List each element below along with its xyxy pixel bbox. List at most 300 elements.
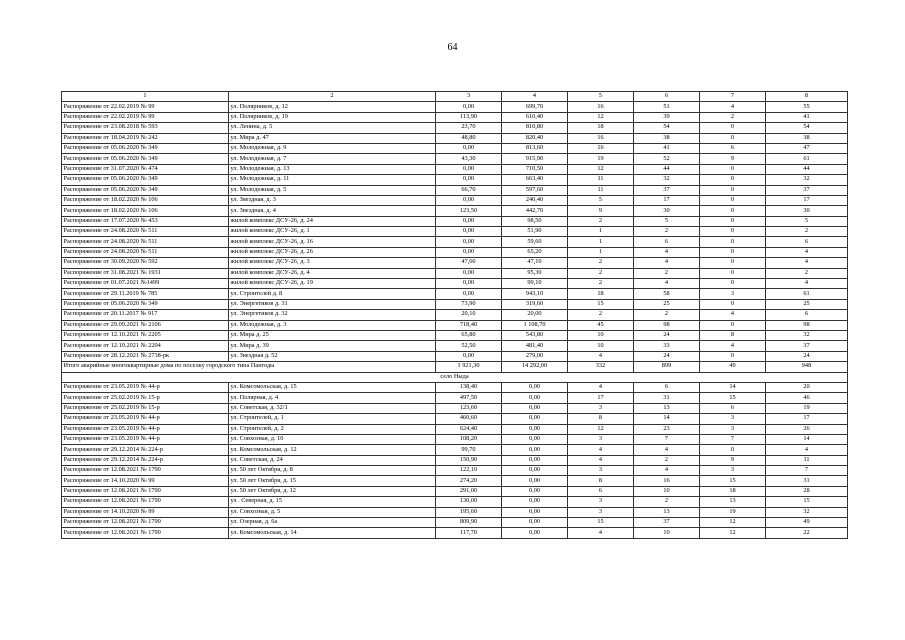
value-cell: 0	[700, 258, 766, 268]
document-cell: Распоряжение от 14.10.2020 № 99	[62, 476, 229, 486]
table-row	[62, 424, 848, 434]
section-row	[62, 372, 848, 382]
document-cell: Распоряжение от 12.08.2021 № 1790	[62, 466, 229, 476]
document-cell: Распоряжение от 05.06.2020 № 349	[62, 143, 229, 153]
document-cell: Распоряжение от 29.09.2021 № 2106	[62, 320, 229, 330]
value-cell: 0	[700, 445, 766, 455]
address-cell: ул. Комсомольская, д. 12	[229, 445, 436, 455]
value-cell: 4	[766, 247, 848, 257]
value-cell: 9	[700, 154, 766, 164]
value-cell: 0	[700, 175, 766, 185]
address-cell: жилой комплекс ДСУ-26, д. 16	[229, 237, 436, 247]
value-cell: 0,00	[436, 227, 502, 237]
value-cell: 55	[766, 102, 848, 112]
value-cell: 19	[568, 154, 634, 164]
value-cell: 0,00	[436, 279, 502, 289]
document-cell: Распоряжение от 18.02.2020 № 106	[62, 206, 229, 216]
value-cell: 47,60	[436, 258, 502, 268]
value-cell: 18	[568, 289, 634, 299]
document-cell: Распоряжение от 28.12.2021 № 2738-рк	[62, 351, 229, 361]
value-cell: 0,00	[502, 434, 568, 444]
value-cell: 0	[700, 299, 766, 309]
address-cell: ул. Мира д. 25	[229, 330, 436, 340]
value-cell: 0	[700, 247, 766, 257]
table-row	[62, 382, 848, 392]
column-number-header: 1	[62, 92, 229, 102]
value-cell: 108,20	[436, 434, 502, 444]
value-cell: 0,00	[436, 195, 502, 205]
table-row	[62, 143, 848, 153]
value-cell: 18	[700, 486, 766, 496]
value-cell: 8	[700, 330, 766, 340]
value-cell: 16	[634, 476, 700, 486]
table-row	[62, 518, 848, 528]
value-cell: 0,00	[502, 382, 568, 392]
address-cell: ул. Советская, д. 24	[229, 455, 436, 465]
address-cell: ул. Звездная, д. 4	[229, 206, 436, 216]
value-cell: 274,20	[436, 476, 502, 486]
value-cell: 2	[766, 227, 848, 237]
value-cell: 699,70	[502, 102, 568, 112]
value-cell: 2	[634, 455, 700, 465]
address-cell: ул. Энергетиков д. 31	[229, 299, 436, 309]
value-cell: 32	[766, 175, 848, 185]
value-cell: 6	[766, 310, 848, 320]
value-cell: 0,00	[502, 445, 568, 455]
value-cell: 37	[766, 185, 848, 195]
total-label: Итого аварийные многоквартирные дома по поселку городского типа Пангоды	[62, 362, 436, 372]
value-cell: 5	[766, 216, 848, 226]
value-cell: 15	[568, 518, 634, 528]
value-cell: 32	[766, 330, 848, 340]
value-cell: 37	[634, 185, 700, 195]
value-cell: 9	[568, 206, 634, 216]
value-cell: 4	[634, 445, 700, 455]
document-cell: Распоряжение от 12.10.2021 № 2204	[62, 341, 229, 351]
document-cell: Распоряжение от 30.09.2020 № 592	[62, 258, 229, 268]
value-cell: 45	[568, 320, 634, 330]
value-cell: 3	[568, 507, 634, 517]
value-cell: 16	[568, 102, 634, 112]
document-cell: Распоряжение от 12.08.2021 № 1790	[62, 497, 229, 507]
document-cell: Распоряжение от 29.12.2014 № 224-р	[62, 445, 229, 455]
address-cell: жилой комплекс ДСУ-26, д. 1	[229, 227, 436, 237]
value-cell: 4	[766, 445, 848, 455]
value-cell: 8	[568, 414, 634, 424]
value-cell: 2	[634, 268, 700, 278]
column-number-header: 5	[568, 92, 634, 102]
table-row	[62, 247, 848, 257]
value-cell: 61	[766, 154, 848, 164]
value-cell: 52,50	[436, 341, 502, 351]
table-row	[62, 258, 848, 268]
value-cell: 66,70	[436, 185, 502, 195]
value-cell: 39	[634, 112, 700, 122]
value-cell: 7	[766, 466, 848, 476]
total-row	[62, 362, 848, 372]
section-title: село Ныда	[62, 372, 848, 382]
value-cell: 0	[700, 320, 766, 330]
value-cell: 0,00	[436, 102, 502, 112]
value-cell: 0,00	[502, 414, 568, 424]
table-row	[62, 123, 848, 133]
value-cell: 17	[766, 414, 848, 424]
value-cell: 2	[766, 268, 848, 278]
value-cell: 28	[766, 486, 848, 496]
value-cell: 43,30	[436, 154, 502, 164]
header-row	[62, 92, 848, 102]
table-row	[62, 154, 848, 164]
column-number-header: 3	[436, 92, 502, 102]
value-cell: 19	[766, 403, 848, 413]
column-number-header: 2	[229, 92, 436, 102]
document-cell: Распоряжение от 05.06.2020 № 349	[62, 185, 229, 195]
value-cell: 3	[700, 414, 766, 424]
document-cell: Распоряжение от 25.02.2019 № 15-р	[62, 393, 229, 403]
value-cell: 3	[568, 497, 634, 507]
document-cell: Распоряжение от 17.07.2020 № 453	[62, 216, 229, 226]
value-cell: 497,50	[436, 393, 502, 403]
document-cell: Распоряжение от 01.07.2021 №1499	[62, 279, 229, 289]
value-cell: 51,90	[502, 227, 568, 237]
total-value-cell: 49	[700, 362, 766, 372]
table-row	[62, 341, 848, 351]
value-cell: 240,40	[502, 195, 568, 205]
value-cell: 0,00	[502, 528, 568, 538]
value-cell: 4	[766, 258, 848, 268]
value-cell: 11	[766, 455, 848, 465]
table-row	[62, 445, 848, 455]
value-cell: 2	[568, 310, 634, 320]
value-cell: 2	[568, 216, 634, 226]
address-cell: ул. Озерная, д. 6а	[229, 518, 436, 528]
address-cell: ул. Полярная, д. 4	[229, 393, 436, 403]
table-row	[62, 227, 848, 237]
document-cell: Распоряжение от 22.02.2019 № 99	[62, 112, 229, 122]
address-cell: жилой комплекс ДСУ-26, д. 4	[229, 268, 436, 278]
value-cell: 0	[700, 195, 766, 205]
value-cell: 138,40	[436, 382, 502, 392]
value-cell: 0,00	[502, 403, 568, 413]
value-cell: 1	[568, 237, 634, 247]
value-cell: 37	[634, 518, 700, 528]
value-cell: 5	[634, 216, 700, 226]
value-cell: 20,00	[502, 310, 568, 320]
value-cell: 0,00	[436, 237, 502, 247]
address-cell: ул. Молодежная, д. 3	[229, 320, 436, 330]
value-cell: 18	[568, 123, 634, 133]
value-cell: 38	[766, 133, 848, 143]
value-cell: 9	[700, 455, 766, 465]
value-cell: 11	[568, 175, 634, 185]
value-cell: 123,60	[436, 403, 502, 413]
value-cell: 13	[634, 403, 700, 413]
table-row	[62, 310, 848, 320]
total-value-cell: 899	[634, 362, 700, 372]
document-cell: Распоряжение от 18.04.2019 № 242	[62, 133, 229, 143]
value-cell: 24	[634, 351, 700, 361]
document-cell: Распоряжение от 24.08.2020 № 511	[62, 247, 229, 257]
value-cell: 59,60	[502, 237, 568, 247]
table-row	[62, 133, 848, 143]
value-cell: 4	[634, 279, 700, 289]
value-cell: 15	[700, 393, 766, 403]
value-cell: 51	[634, 102, 700, 112]
address-cell: ул. Энергетиков д. 32	[229, 310, 436, 320]
table-row	[62, 102, 848, 112]
value-cell: 8	[568, 476, 634, 486]
column-number-header: 4	[502, 92, 568, 102]
value-cell: 54	[766, 123, 848, 133]
value-cell: 0	[700, 351, 766, 361]
document-cell: Распоряжение от 14.10.2020 № 99	[62, 507, 229, 517]
value-cell: 23,70	[436, 123, 502, 133]
document-cell: Распоряжение от 20.11.2017 № 917	[62, 310, 229, 320]
document-cell: Распоряжение от 23.05.2019 № 44-р	[62, 382, 229, 392]
document-cell: Распоряжение от 12.08.2021 № 1790	[62, 528, 229, 538]
value-cell: 7	[700, 434, 766, 444]
value-cell: 24	[634, 330, 700, 340]
table-row	[62, 455, 848, 465]
value-cell: 0,00	[436, 268, 502, 278]
value-cell: 6	[700, 143, 766, 153]
value-cell: 3	[700, 466, 766, 476]
address-cell: ул. Полярников, д. 19	[229, 112, 436, 122]
value-cell: 47	[766, 143, 848, 153]
value-cell: 2	[634, 227, 700, 237]
address-cell: жилой комплекс ДСУ-26, д. 3	[229, 258, 436, 268]
value-cell: 13	[700, 497, 766, 507]
document-cell: Распоряжение от 31.07.2020 № 474	[62, 164, 229, 174]
value-cell: 1	[568, 227, 634, 237]
value-cell: 15	[568, 299, 634, 309]
value-cell: 813,60	[502, 143, 568, 153]
value-cell: 10	[634, 486, 700, 496]
table-row	[62, 403, 848, 413]
value-cell: 820,40	[502, 133, 568, 143]
value-cell: 0,00	[502, 486, 568, 496]
total-value-cell: 332	[568, 362, 634, 372]
value-cell: 3	[568, 434, 634, 444]
address-cell: ул. Мира д. 39	[229, 341, 436, 351]
document-cell: Распоряжение от 22.02.2019 № 99	[62, 102, 229, 112]
value-cell: 16	[568, 143, 634, 153]
table-row	[62, 185, 848, 195]
value-cell: 3	[568, 466, 634, 476]
value-cell: 30	[766, 206, 848, 216]
value-cell: 32	[634, 175, 700, 185]
address-cell: ул. Комсомольская, д. 14	[229, 528, 436, 538]
document-cell: Распоряжение от 29.12.2014 № 224-р	[62, 455, 229, 465]
value-cell: 37	[766, 341, 848, 351]
value-cell: 810,80	[502, 123, 568, 133]
value-cell: 481,40	[502, 341, 568, 351]
value-cell: 123,50	[436, 206, 502, 216]
value-cell: 49	[766, 518, 848, 528]
value-cell: 4	[634, 258, 700, 268]
table-row	[62, 112, 848, 122]
value-cell: 2	[568, 279, 634, 289]
value-cell: 4	[568, 445, 634, 455]
address-cell: жилой комплекс ДСУ-26, д. 24	[229, 216, 436, 226]
document-cell: Распоряжение от 05.06.2020 № 349	[62, 175, 229, 185]
table-row	[62, 206, 848, 216]
value-cell: 14	[766, 434, 848, 444]
document-cell: Распоряжение от 18.02.2020 № 106	[62, 195, 229, 205]
value-cell: 32	[766, 507, 848, 517]
value-cell: 25	[634, 299, 700, 309]
table-row	[62, 528, 848, 538]
table-row	[62, 414, 848, 424]
address-cell: ул. Молодежная, д. 7	[229, 154, 436, 164]
value-cell: 3	[700, 289, 766, 299]
table-row	[62, 476, 848, 486]
total-value-cell: 1 921,30	[436, 362, 502, 372]
value-cell: 12	[568, 424, 634, 434]
value-cell: 98	[766, 320, 848, 330]
total-value-cell: 14 292,00	[502, 362, 568, 372]
value-cell: 98	[634, 320, 700, 330]
value-cell: 2	[634, 497, 700, 507]
value-cell: 16	[568, 133, 634, 143]
value-cell: 6	[766, 237, 848, 247]
value-cell: 54	[634, 123, 700, 133]
value-cell: 0	[700, 268, 766, 278]
value-cell: 10	[568, 341, 634, 351]
table-row	[62, 497, 848, 507]
value-cell: 291,00	[436, 486, 502, 496]
value-cell: 610,40	[502, 112, 568, 122]
document-cell: Распоряжение от 23.05.2019 № 44-р	[62, 414, 229, 424]
value-cell: 20,10	[436, 310, 502, 320]
value-cell: 65,80	[436, 330, 502, 340]
value-cell: 11	[568, 185, 634, 195]
value-cell: 14	[700, 382, 766, 392]
value-cell: 0	[700, 185, 766, 195]
value-cell: 195,60	[436, 507, 502, 517]
value-cell: 4	[634, 466, 700, 476]
address-cell: ул. Звездная д. 52	[229, 351, 436, 361]
value-cell: 1 108,70	[502, 320, 568, 330]
value-cell: 0,00	[436, 216, 502, 226]
value-cell: 4	[568, 382, 634, 392]
value-cell: 31	[766, 476, 848, 486]
value-cell: 279,00	[502, 351, 568, 361]
value-cell: 0	[700, 279, 766, 289]
column-number-header: 6	[634, 92, 700, 102]
table-row	[62, 175, 848, 185]
value-cell: 4	[568, 528, 634, 538]
value-cell: 17	[634, 195, 700, 205]
value-cell: 4	[634, 247, 700, 257]
value-cell: 26	[766, 424, 848, 434]
value-cell: 3	[568, 403, 634, 413]
address-cell: ул. Строителей, д. 1	[229, 414, 436, 424]
document-cell: Распоряжение от 05.06.2020 № 349	[62, 299, 229, 309]
table-row	[62, 279, 848, 289]
value-cell: 25	[766, 299, 848, 309]
column-number-header: 8	[766, 92, 848, 102]
value-cell: 38	[634, 133, 700, 143]
address-cell: ул. Совхозная, д. 10	[229, 434, 436, 444]
value-cell: 65,20	[502, 247, 568, 257]
address-cell: жилой комплекс ДСУ-26, д. 19	[229, 279, 436, 289]
address-cell: ул. 50 лет Октября, д. 8	[229, 466, 436, 476]
value-cell: 58	[634, 289, 700, 299]
value-cell: 113,90	[436, 112, 502, 122]
value-cell: 0,00	[436, 289, 502, 299]
value-cell: 31	[634, 393, 700, 403]
table-row	[62, 351, 848, 361]
value-cell: 4	[568, 455, 634, 465]
value-cell: 0,00	[502, 507, 568, 517]
address-cell: ул. Строителей д. 8	[229, 289, 436, 299]
value-cell: 12	[700, 518, 766, 528]
value-cell: 6	[634, 237, 700, 247]
value-cell: 33	[634, 341, 700, 351]
value-cell: 14	[634, 414, 700, 424]
address-cell: ул. Молодежная, д. 5	[229, 185, 436, 195]
document-cell: Распоряжение от 29.11.2019 № 785	[62, 289, 229, 299]
value-cell: 0,00	[502, 455, 568, 465]
value-cell: 4	[700, 310, 766, 320]
document-cell: Распоряжение от 23.08.2018 № 593	[62, 123, 229, 133]
document-cell: Распоряжение от 23.05.2019 № 44-р	[62, 434, 229, 444]
value-cell: 5	[568, 195, 634, 205]
value-cell: 99,70	[436, 445, 502, 455]
value-cell: 0,00	[436, 143, 502, 153]
value-cell: 73,90	[436, 299, 502, 309]
value-cell: 44	[634, 164, 700, 174]
table-row	[62, 268, 848, 278]
value-cell: 30	[634, 206, 700, 216]
value-cell: 0	[700, 133, 766, 143]
value-cell: 0	[700, 206, 766, 216]
value-cell: 0,00	[436, 164, 502, 174]
value-cell: 44	[766, 164, 848, 174]
value-cell: 41	[634, 143, 700, 153]
document-cell: Распоряжение от 23.05.2019 № 44-р	[62, 424, 229, 434]
value-cell: 20	[766, 382, 848, 392]
value-cell: 98,50	[502, 216, 568, 226]
table-row	[62, 299, 848, 309]
address-cell: ул. Совхозная, д. 5	[229, 507, 436, 517]
value-cell: 0,00	[502, 424, 568, 434]
value-cell: 319,60	[502, 299, 568, 309]
value-cell: 99,10	[502, 279, 568, 289]
value-cell: 41	[766, 112, 848, 122]
address-cell: ул. Молодежная, д. 13	[229, 164, 436, 174]
value-cell: 12	[568, 164, 634, 174]
value-cell: 7	[634, 434, 700, 444]
document-cell: Распоряжение от 24.08.2020 № 511	[62, 237, 229, 247]
column-number-header: 7	[700, 92, 766, 102]
table-row	[62, 216, 848, 226]
value-cell: 0,00	[436, 175, 502, 185]
value-cell: 15	[700, 476, 766, 486]
document-cell: Распоряжение от 25.02.2019 № 15-р	[62, 403, 229, 413]
value-cell: 10	[568, 330, 634, 340]
value-cell: 1	[568, 247, 634, 257]
value-cell: 663,40	[502, 175, 568, 185]
address-cell: ул. 50 лет Октября, д. 12	[229, 486, 436, 496]
document-cell: Распоряжение от 12.08.2021 № 1790	[62, 486, 229, 496]
value-cell: 2	[568, 258, 634, 268]
table-row	[62, 330, 848, 340]
value-cell: 22	[766, 528, 848, 538]
table-row	[62, 195, 848, 205]
value-cell: 2	[700, 112, 766, 122]
